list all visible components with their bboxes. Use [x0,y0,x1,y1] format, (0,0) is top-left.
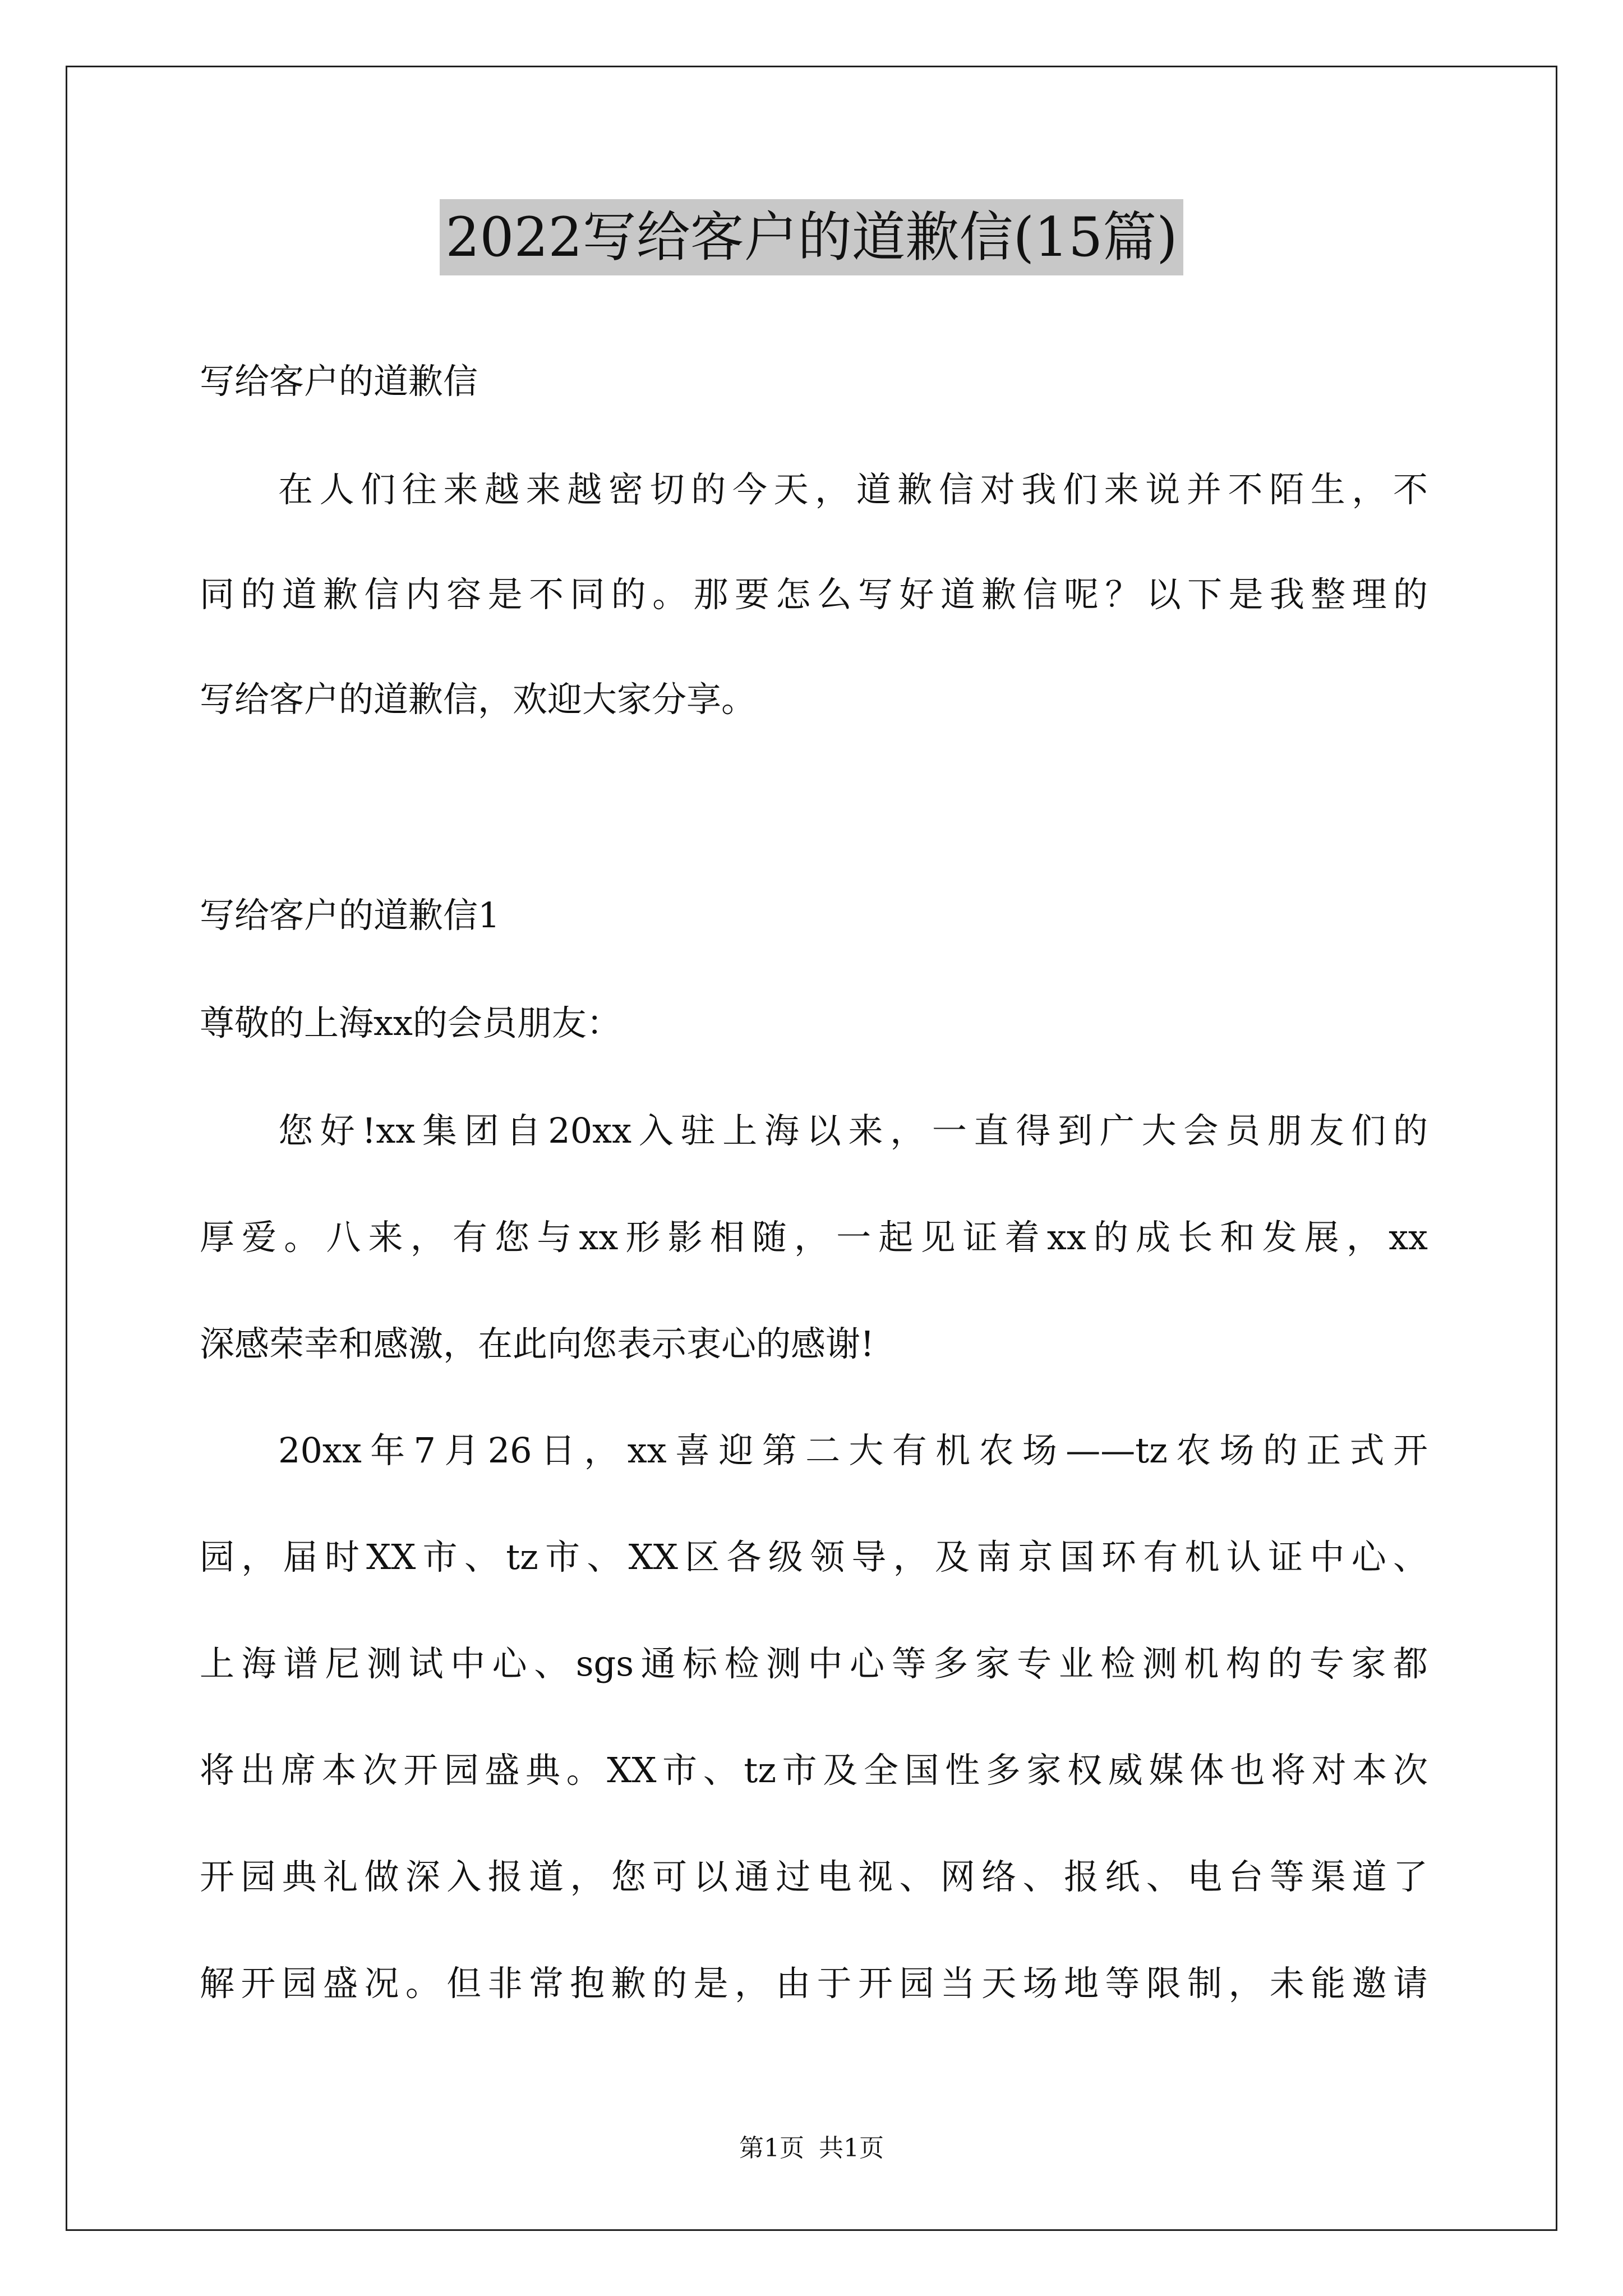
paragraph-line: 您好!xx集团自20xx入驻上海以来，一直得到广大会员朋友们的 [278,1110,1428,1151]
paragraph-line: 在人们往来越来越密切的今天，道歉信对我们来说并不陌生，不 [278,469,1428,510]
section-heading: 写给客户的道歉信 [200,361,478,402]
paragraph-line: 同的道歉信内容是不同的。那要怎么写好道歉信呢？以下是我整理的 [200,574,1428,615]
title-container [0,199,1623,275]
paragraph-line: 20xx年7月26日，xx喜迎第二大有机农场——tz农场的正式开 [278,1430,1428,1471]
paragraph-line: 将出席本次开园盛典。XX市、tz市及全国性多家权威媒体也将对本次 [200,1750,1428,1791]
salutation: 尊敬的上海xx的会员朋友： [200,1002,621,1043]
paragraph-line: 园，届时XX市、tz市、XX区各级领导，及南京国环有机认证中心、 [200,1536,1428,1577]
page-total: 共1页 [819,2134,884,2162]
paragraph-line: 写给客户的道歉信，欢迎大家分享。 [200,679,757,720]
section-heading: 写给客户的道歉信1 [200,895,500,936]
document-title: 2022写给客户的道歉信(15篇) [440,199,1183,275]
paragraph-line: 厚爱。八来，有您与xx形影相随，一起见证着xx的成长和发展，xx [200,1217,1428,1258]
paragraph-line: 开园典礼做深入报道，您可以通过电视、网络、报纸、电台等渠道了 [200,1856,1428,1897]
paragraph-line: 上海谱尼测试中心、sgs通标检测中心等多家专业检测机构的专家都 [200,1643,1428,1684]
paragraph-line: 深感荣幸和感激，在此向您表示衷心的感谢! [200,1323,874,1364]
paragraph-line: 解开园盛况。但非常抱歉的是，由于开园当天场地等限制，未能邀请 [200,1963,1428,2004]
page-footer [0,2132,1623,2165]
page-number: 第1页 [739,2134,804,2162]
